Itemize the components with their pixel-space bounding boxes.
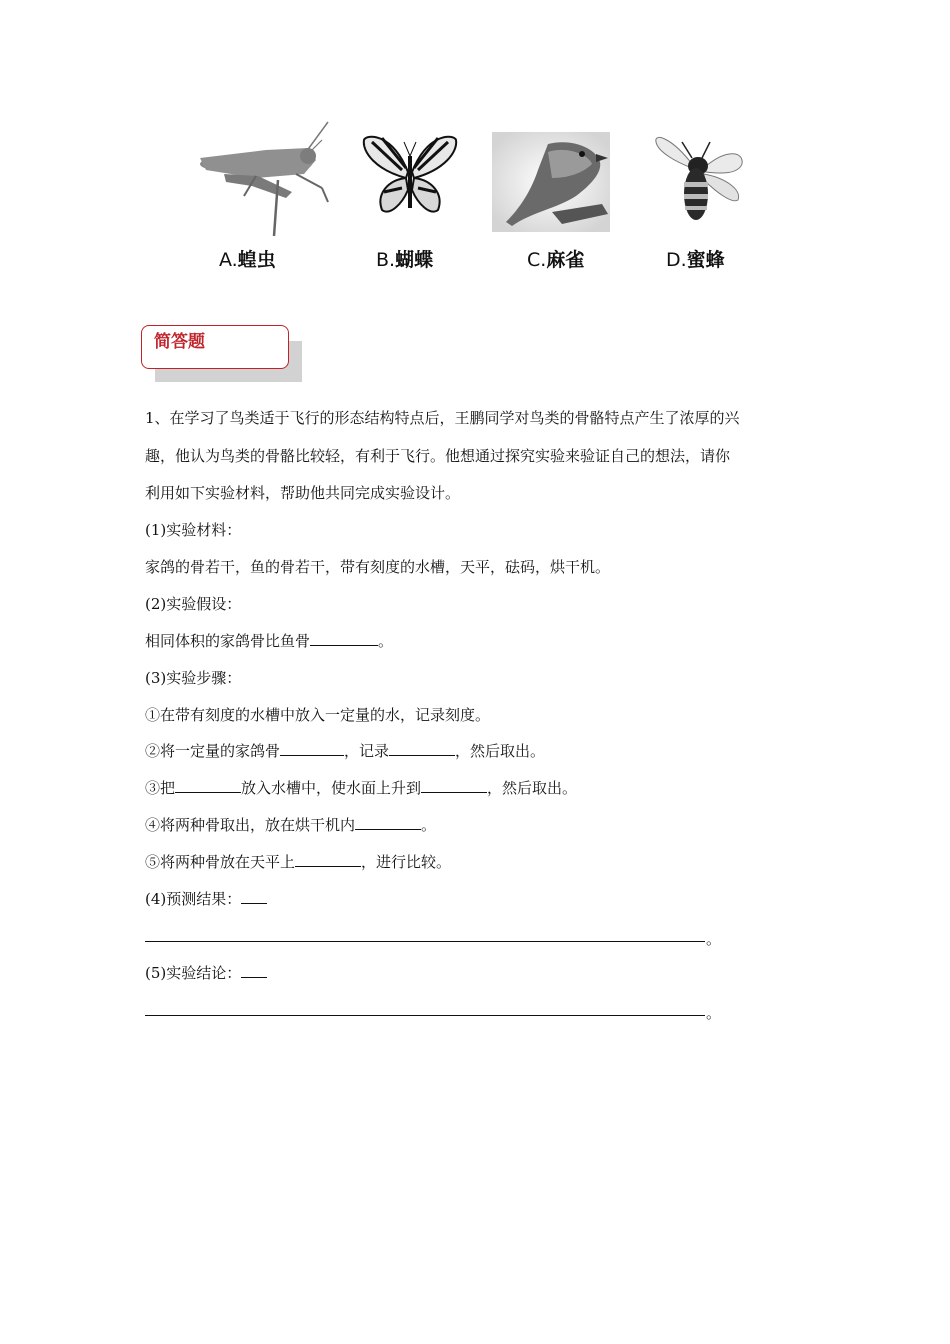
step2-blank-1[interactable] (280, 741, 344, 756)
conclusion-heading: (5)实验结论： (145, 963, 267, 983)
grasshopper-icon (196, 118, 336, 240)
result-period: 。 (706, 930, 722, 948)
step2-blank-2[interactable] (389, 741, 455, 756)
butterfly-icon (362, 132, 458, 220)
sparrow-figure (492, 132, 610, 232)
conclusion-answer-line[interactable] (145, 1015, 705, 1016)
sparrow-icon (492, 132, 610, 232)
result-answer-line[interactable] (145, 941, 705, 942)
figure-caption-c: C.麻雀 (527, 249, 585, 271)
step5-blank[interactable] (295, 852, 361, 867)
section-title: 简答题 (154, 332, 205, 352)
step-2: ②将一定量的家鸽骨 ，记录 ，然后取出。 (145, 742, 546, 760)
step3-blank-2[interactable] (421, 778, 487, 793)
step3-blank-1[interactable] (175, 778, 241, 793)
hypothesis-blank[interactable] (310, 631, 378, 646)
butterfly-figure (362, 132, 458, 220)
question-intro-line-1: 1、在学习了鸟类适于飞行的形态结构特点后，王鹏同学对鸟类的骨骼特点产生了浓厚的兴 (145, 409, 740, 427)
step-1: ①在带有刻度的水槽中放入一定量的水，记录刻度。 (145, 706, 491, 724)
materials-text: 家鸽的骨若干，鱼的骨若干，带有刻度的水槽，天平，砝码，烘干机。 (145, 558, 611, 576)
step-3: ③把 放入水槽中，使水面上升到 ，然后取出。 (145, 779, 578, 797)
figure-caption-b: B.蝴蝶 (376, 249, 434, 271)
steps-heading: (3)实验步骤： (145, 669, 242, 687)
step-4: ④将两种骨取出，放在烘干机内 。 (145, 816, 437, 834)
hypothesis-line: 相同体积的家鸽骨比鱼骨 。 (145, 632, 394, 650)
result-blank-start[interactable] (241, 889, 267, 904)
step-5: ⑤将两种骨放在天平上 ，进行比较。 (145, 853, 452, 871)
materials-heading: (1)实验材料： (145, 521, 242, 539)
step4-blank[interactable] (355, 815, 421, 830)
result-heading: (4)预测结果： (145, 889, 267, 909)
figure-caption-a: A.蝗虫 (219, 249, 276, 271)
question-intro-line-3: 利用如下实验材料，帮助他共同完成实验设计。 (145, 484, 461, 502)
hypothesis-heading: (2)实验假设： (145, 595, 242, 613)
conclusion-blank-start[interactable] (241, 963, 267, 978)
bee-figure (652, 128, 746, 226)
section-header (141, 325, 289, 369)
bee-icon (652, 128, 746, 226)
grasshopper-figure (196, 118, 336, 240)
figure-caption-d: D.蜜蜂 (666, 249, 725, 271)
question-intro-line-2: 趣，他认为鸟类的骨骼比较轻，有利于飞行。他想通过探究实验来验证自己的想法，请你 (145, 447, 731, 465)
conclusion-period: 。 (706, 1004, 722, 1022)
